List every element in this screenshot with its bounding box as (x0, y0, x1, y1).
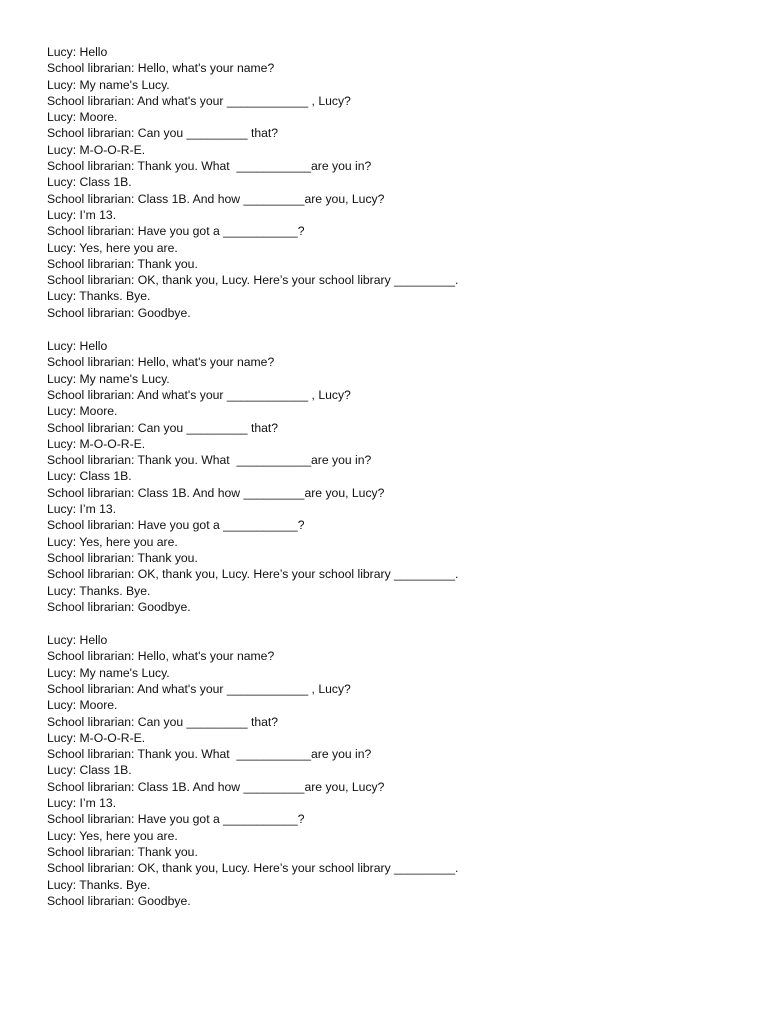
dialogue-line: Lucy: I’m 13. (47, 502, 117, 517)
dialogue-line: School librarian: And what's your ____________ , Lucy? (47, 681, 351, 696)
dialogue-line: School librarian: Class 1B. And how _________are you, Lucy? (47, 485, 385, 500)
dialogue-line: Lucy: Yes, here you are. (47, 828, 178, 843)
dialogue-line: Lucy: Thanks. Bye. (47, 289, 151, 304)
dialogue-line: School librarian: Thank you. What ___________are you in? (47, 159, 372, 174)
dialogue-line: School librarian: Hello, what's your name? (47, 355, 275, 370)
dialogue-line: School librarian: Goodbye. (47, 305, 191, 320)
dialogue-line: Lucy: Class 1B. (47, 763, 132, 778)
dialogue-line: Lucy: I’m 13. (47, 796, 117, 811)
dialogue-block-2 (47, 338, 747, 615)
dialogue-line: School librarian: Have you got a ___________? (47, 812, 305, 827)
dialogue-line: Lucy: Moore. (47, 110, 118, 125)
dialogue-line: School librarian: Class 1B. And how _________are you, Lucy? (47, 779, 385, 794)
dialogue-line: School librarian: Thank you. What ___________are you in? (47, 453, 372, 468)
dialogue-line: School librarian: Can you _________ that? (47, 126, 279, 141)
dialogue-line: School librarian: Have you got a ___________? (47, 518, 305, 533)
dialogue-line: School librarian: Thank you. (47, 550, 198, 565)
dialogue-line: School librarian: OK, thank you, Lucy. Here’s your school library _________. (47, 567, 459, 582)
dialogue-line: Lucy: Yes, here you are. (47, 534, 178, 549)
dialogue-line: Lucy: Hello (47, 45, 108, 59)
dialogue-line: Lucy: M-O-O-R-E. (47, 436, 146, 451)
dialogue-line: School librarian: Thank you. (47, 844, 198, 859)
dialogue-line: School librarian: OK, thank you, Lucy. Here’s your school library _________. (47, 273, 459, 288)
dialogue-line: School librarian: Thank you. (47, 256, 198, 271)
dialogue-line: Lucy: Hello (47, 339, 108, 354)
dialogue-line: Lucy: Class 1B. (47, 175, 132, 190)
dialogue-line: Lucy: Moore. (47, 404, 118, 419)
dialogue-line: School librarian: Goodbye. (47, 599, 191, 614)
dialogue-line: Lucy: My name's Lucy. (47, 77, 170, 92)
dialogue-line: School librarian: Thank you. What ___________are you in? (47, 747, 372, 762)
dialogue-line: Lucy: Class 1B. (47, 469, 132, 484)
dialogue-line: Lucy: Thanks. Bye. (47, 877, 151, 892)
dialogue-line: School librarian: And what's your ____________ , Lucy? (47, 93, 351, 108)
dialogue-line: Lucy: Moore. (47, 698, 118, 713)
document-page (47, 44, 747, 909)
dialogue-line: Lucy: I’m 13. (47, 207, 117, 222)
dialogue-line: Lucy: Hello (47, 633, 108, 648)
dialogue-line: Lucy: My name's Lucy. (47, 665, 170, 680)
dialogue-line: School librarian: OK, thank you, Lucy. Here’s your school library _________. (47, 861, 459, 876)
dialogue-line: Lucy: Thanks. Bye. (47, 583, 151, 598)
dialogue-line: School librarian: Hello, what's your name? (47, 61, 275, 76)
dialogue-line: School librarian: Class 1B. And how _________are you, Lucy? (47, 191, 385, 206)
dialogue-line: School librarian: Have you got a ___________? (47, 224, 305, 239)
dialogue-line: Lucy: M-O-O-R-E. (47, 142, 146, 157)
dialogue-line: School librarian: Can you _________ that? (47, 714, 279, 729)
dialogue-line: School librarian: Goodbye. (47, 893, 191, 908)
dialogue-line: School librarian: Can you _________ that? (47, 420, 279, 435)
dialogue-line: Lucy: Yes, here you are. (47, 240, 178, 255)
dialogue-line: School librarian: Hello, what's your name? (47, 649, 275, 664)
dialogue-line: Lucy: My name's Lucy. (47, 371, 170, 386)
dialogue-line: School librarian: And what's your ____________ , Lucy? (47, 387, 351, 402)
dialogue-block-3 (47, 632, 747, 909)
dialogue-line: Lucy: M-O-O-R-E. (47, 730, 146, 745)
dialogue-block-1 (47, 44, 747, 321)
